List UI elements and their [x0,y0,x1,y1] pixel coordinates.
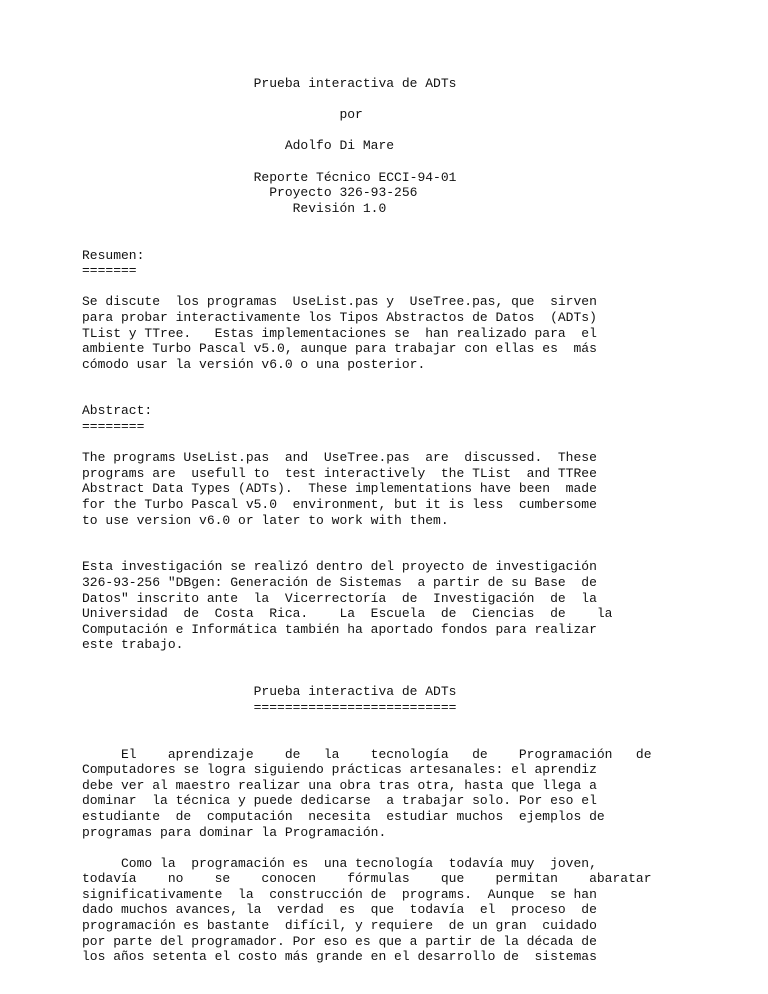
body-paragraph-1: El aprendizaje de la tecnología de Programación de Computadores se logra siguiendo prácticas artesanales: el aprendiz debe ver al maestro realizar una obra tras otra, hasta que llega a dominar la técnica y puede dedicarse a trabajar solo. Por eso el estudiante de computación necesita estudiar muchos ejemplos de programas para dominar la Programación. [82,746,652,840]
abstract-body: The programs UseList.pas and UseTree.pas are discussed. These programs are usefull to test interactively the TList and TTRee Abstract Data Types (ADTs). These implementations have been made for the Turbo Pascal v5.0 environment, but it is less cumbersome to use version v6.0 or later to work with them. [82,450,597,528]
resumen-heading: Resumen: ======= [82,247,145,279]
spacer [82,653,762,684]
spacer [82,840,762,856]
document-page [82,76,762,965]
spacer [82,528,762,559]
body-paragraph-2: Como la programación es una tecnología todavía muy joven, todavía no se conocen fórmulas que permitan abaratar significativamente la construcción de programs. Aunque se han dado muchos avances, la verdad es que todavía el proceso de programación es bastante difícil, y requiere de un gran cuidado por parte del programador. Por eso es que a partir de la década de los años setenta el costo más grande en el desarrollo de sistemas [82,855,652,965]
spacer [82,715,762,746]
spacer [82,279,762,295]
spacer [82,372,762,403]
funding-paragraph: Esta investigación se realizó dentro del proyecto de investigación 326-93-256 "DBgen: Generación de Sistemas a partir de su Base de Datos" inscrito ante la Vicerrectoría de Investigación de la Universidad de Costa Rica. La Escuela de Ciencias de la Computación e Informática también ha aportado fondos para realizar este trabajo. [82,559,613,653]
resumen-body: Se discute los programas UseList.pas y UseTree.pas, que sirven para probar interactivamente los Tipos Abstractos de Datos (ADTs) TList y TTree. Estas implementaciones se han realizado para el ambiente Turbo Pascal v5.0, aunque para trabajar con ellas es más cómodo usar la versión v6.0 o una posterior. [82,294,597,372]
section-heading: Prueba interactiva de ADTs ========================== [253,684,457,715]
title-block: Prueba interactiva de ADTs por Adolfo Di Mare Reporte Técnico ECCI-94-01 Proyecto 326-93-256 Revisión 1.0 [253,76,457,216]
spacer [82,435,762,451]
abstract-heading: Abstract: ======== [82,403,153,435]
spacer [82,216,762,247]
